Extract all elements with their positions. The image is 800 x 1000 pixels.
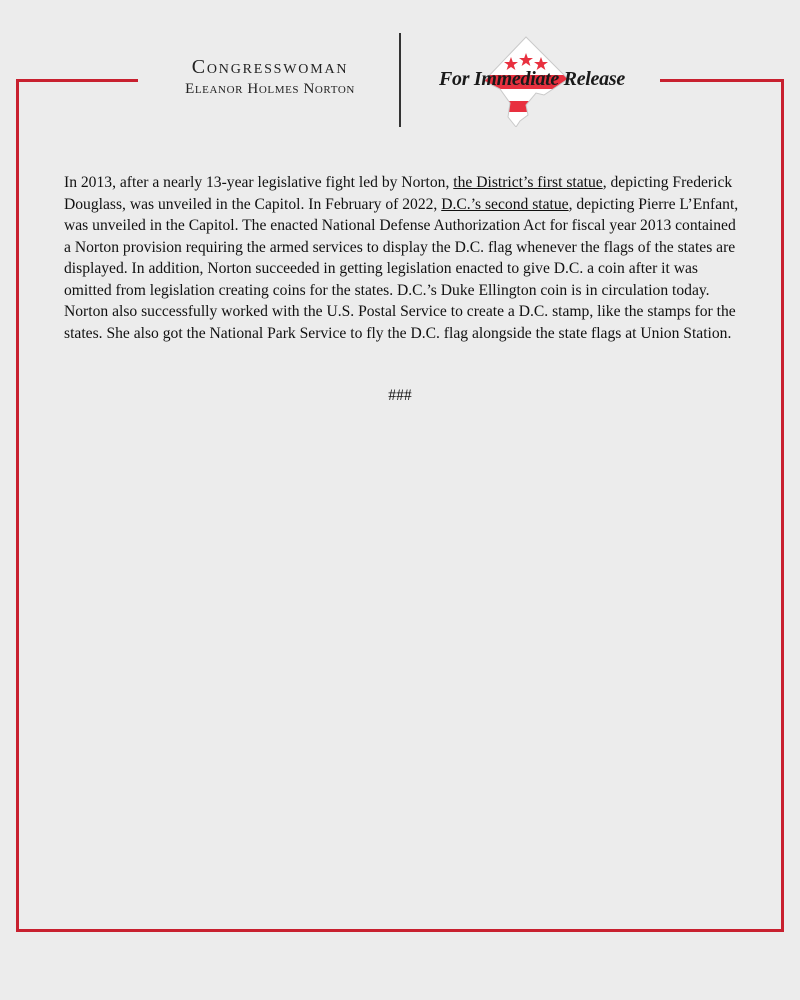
frame-top-left-rule xyxy=(16,79,138,82)
congresswoman-name-block xyxy=(160,56,380,98)
release-badge xyxy=(430,35,640,130)
dc-second-statue-link[interactable]: D.C.’s second statue xyxy=(441,195,569,213)
header-divider xyxy=(399,33,401,127)
press-release-paragraph xyxy=(64,172,740,344)
title-line-name: Eleanor Holmes Norton xyxy=(185,81,355,97)
district-first-statue-link[interactable]: the District’s first statue xyxy=(453,174,603,191)
frame-bottom-rule xyxy=(16,929,784,932)
paragraph-text-1: In 2013, after a nearly 13-year legislative fight led by Norton, xyxy=(64,174,454,191)
frame-top-right-rule xyxy=(660,79,784,82)
title-line-congresswoman: Congresswoman xyxy=(191,56,349,78)
end-mark: ### xyxy=(388,387,412,404)
paragraph-text-3: , depicting Pierre L’Enfant, was unveiled in the Capitol. The enacted National Defense Authorization Act for fiscal year 2013 contained a Norton provision requiring the armed services to display the D.C. flag whenever the flags of the states are displayed. In addition, Norton succeeded in getting legislation enacted to give D.C. a coin after it was omitted from legislation creating coins for the states. D.C.’s Duke Ellington coin is in circulation today. Norton also successfully worked with the U.S. Postal Service to create a D.C. stamp, like the stamps for the states. She also got the National Park Service to fly the D.C. flag alongside the state flags at Union Station. xyxy=(64,195,739,342)
frame-right-rule xyxy=(781,79,784,932)
frame-left-rule xyxy=(16,79,19,932)
release-label: For Immediate Release xyxy=(439,68,625,90)
paragraph-text-2: , depicting Frederick Douglass, was unveiled in the Capitol. In February of 2022, xyxy=(64,174,733,213)
